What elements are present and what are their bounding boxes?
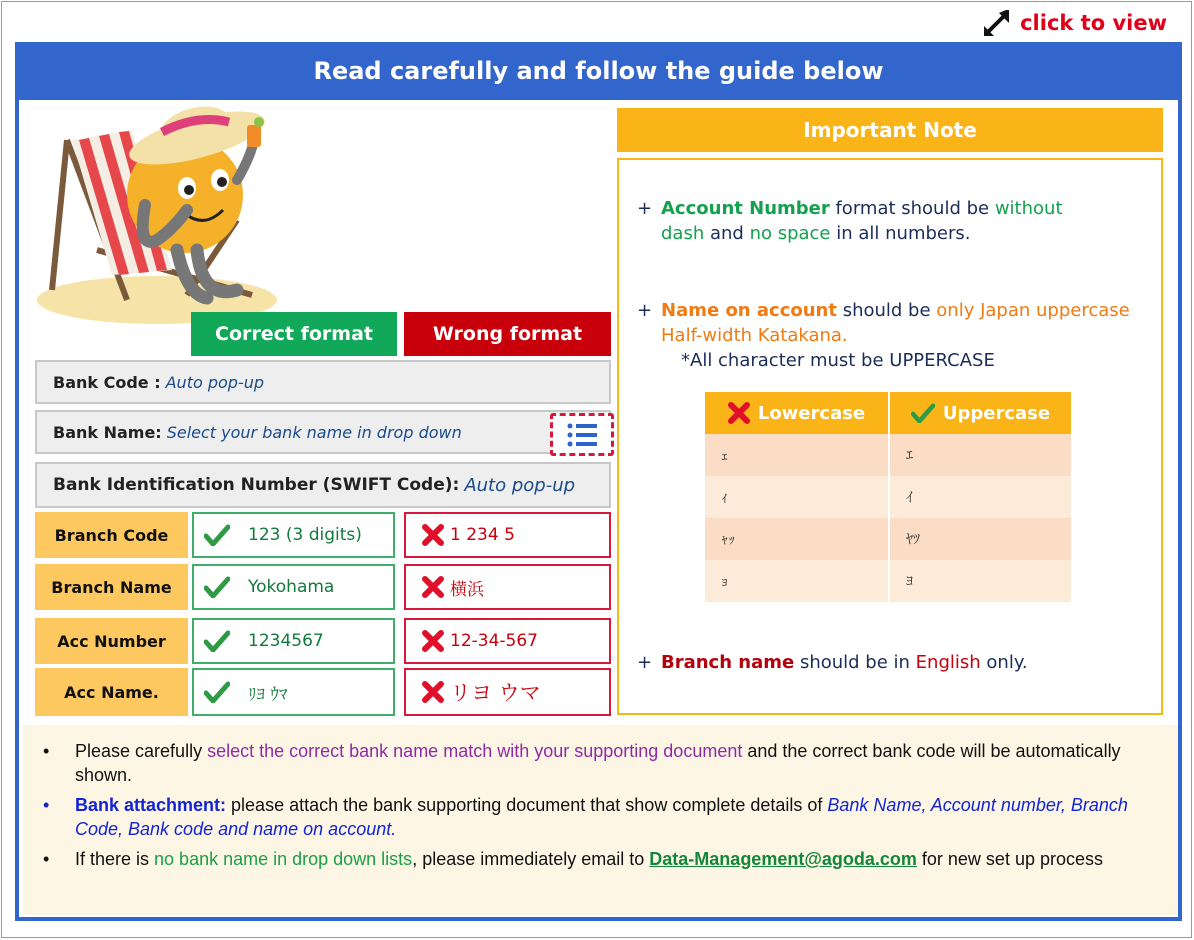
acc-name-wrong	[404, 668, 611, 716]
check-icon	[204, 681, 230, 703]
cross-icon	[422, 630, 444, 652]
branch-name-wrong	[404, 564, 611, 610]
bank-name-dropdown-button[interactable]	[550, 413, 614, 456]
table-row: ｮ ﾖ	[705, 560, 1071, 602]
acc-name-correct	[192, 668, 395, 716]
cross-icon	[422, 681, 444, 703]
note-name-on-account: + Name on account should be only Japan uppercase Half-width Katakana. *All character must be UPPERCASE	[637, 300, 1130, 371]
cross-icon	[728, 402, 750, 424]
bank-code-value: Auto pop-up	[165, 372, 265, 392]
correct-format-header: Correct format	[191, 312, 397, 356]
acc-name-label: Acc Name.	[35, 668, 188, 716]
page-frame	[1, 1, 1192, 938]
branch-name-correct-value: Yokohama	[248, 577, 335, 597]
branch-code-label: Branch Code	[35, 512, 188, 558]
instruction-bank-attachment: • Bank attachment: please attach the bank supporting document that show complete details of Bank Name, Account number, Branch Code, Bank code and name on account.	[43, 795, 1128, 839]
branch-code-correct-value: 123 (3 digits)	[248, 525, 362, 545]
wrong-format-header: Wrong format	[404, 312, 611, 356]
cross-icon	[422, 524, 444, 546]
email-link[interactable]: Data-Management@agoda.com	[649, 849, 917, 869]
instructions-section	[23, 725, 1178, 915]
note-account-number: + Account Number format should be without dash and no space in all numbers.	[637, 198, 1063, 244]
check-icon	[204, 576, 230, 598]
important-note-box	[617, 158, 1163, 715]
katakana-case-table	[705, 392, 1071, 602]
guide-panel	[15, 42, 1182, 921]
branch-code-correct	[192, 512, 395, 558]
click-to-view-link[interactable]	[982, 8, 1167, 38]
note-branch-name: + Branch name should be in English only.	[637, 652, 1028, 673]
swift-code-value: Auto pop-up	[464, 474, 576, 496]
acc-name-correct-value: ﾘﾖ ｳﾏ	[248, 684, 288, 705]
branch-name-wrong-value: 横浜	[450, 579, 484, 600]
branch-name-label: Branch Name	[35, 564, 188, 610]
bank-code-row	[35, 360, 611, 404]
swift-code-row	[35, 462, 611, 508]
branch-name-correct	[192, 564, 395, 610]
important-note-header: Important Note	[617, 108, 1163, 152]
cross-icon	[422, 576, 444, 598]
diagonal-resize-arrow-icon	[982, 8, 1012, 38]
bank-name-value: Select your bank name in drop down	[166, 422, 462, 442]
acc-number-correct	[192, 618, 395, 664]
check-icon	[204, 524, 230, 546]
branch-code-wrong-value: 1 234 5	[450, 525, 515, 545]
beach-chair-mascot-image	[37, 100, 277, 325]
bank-name-row	[35, 410, 611, 454]
instruction-select-bank: • Please carefully select the correct bank name match with your supporting document and the correct bank code will be automatically shown.	[43, 741, 1121, 785]
table-row: ｨ ｲ	[705, 476, 1071, 518]
panel-body	[19, 100, 1178, 917]
check-icon	[204, 630, 230, 652]
branch-code-wrong	[404, 512, 611, 558]
list-icon	[567, 422, 597, 448]
uppercase-header: Uppercase	[890, 392, 1071, 434]
click-to-view-label[interactable]: click to view	[1020, 11, 1167, 35]
acc-number-wrong	[404, 618, 611, 664]
table-row: ｪ ｴ	[705, 434, 1071, 476]
swift-code-label: Bank Identification Number (SWIFT Code):	[53, 475, 460, 495]
bank-name-label: Bank Name:	[53, 422, 162, 442]
panel-title: Read carefully and follow the guide below	[313, 57, 884, 85]
instruction-email: • If there is no bank name in drop down lists, please immediately email to Data-Management@agoda.com for new set up process	[43, 849, 1103, 869]
table-row: ｬｯ ﾔﾂ	[705, 518, 1071, 560]
acc-name-wrong-value: リヨ ウマ	[450, 681, 541, 705]
acc-number-wrong-value: 12-34-567	[450, 631, 538, 651]
lowercase-header: Lowercase	[705, 392, 888, 434]
check-icon	[911, 403, 935, 423]
bank-code-label: Bank Code :	[53, 372, 161, 392]
acc-number-label: Acc Number	[35, 618, 188, 664]
acc-number-correct-value: 1234567	[248, 631, 324, 651]
